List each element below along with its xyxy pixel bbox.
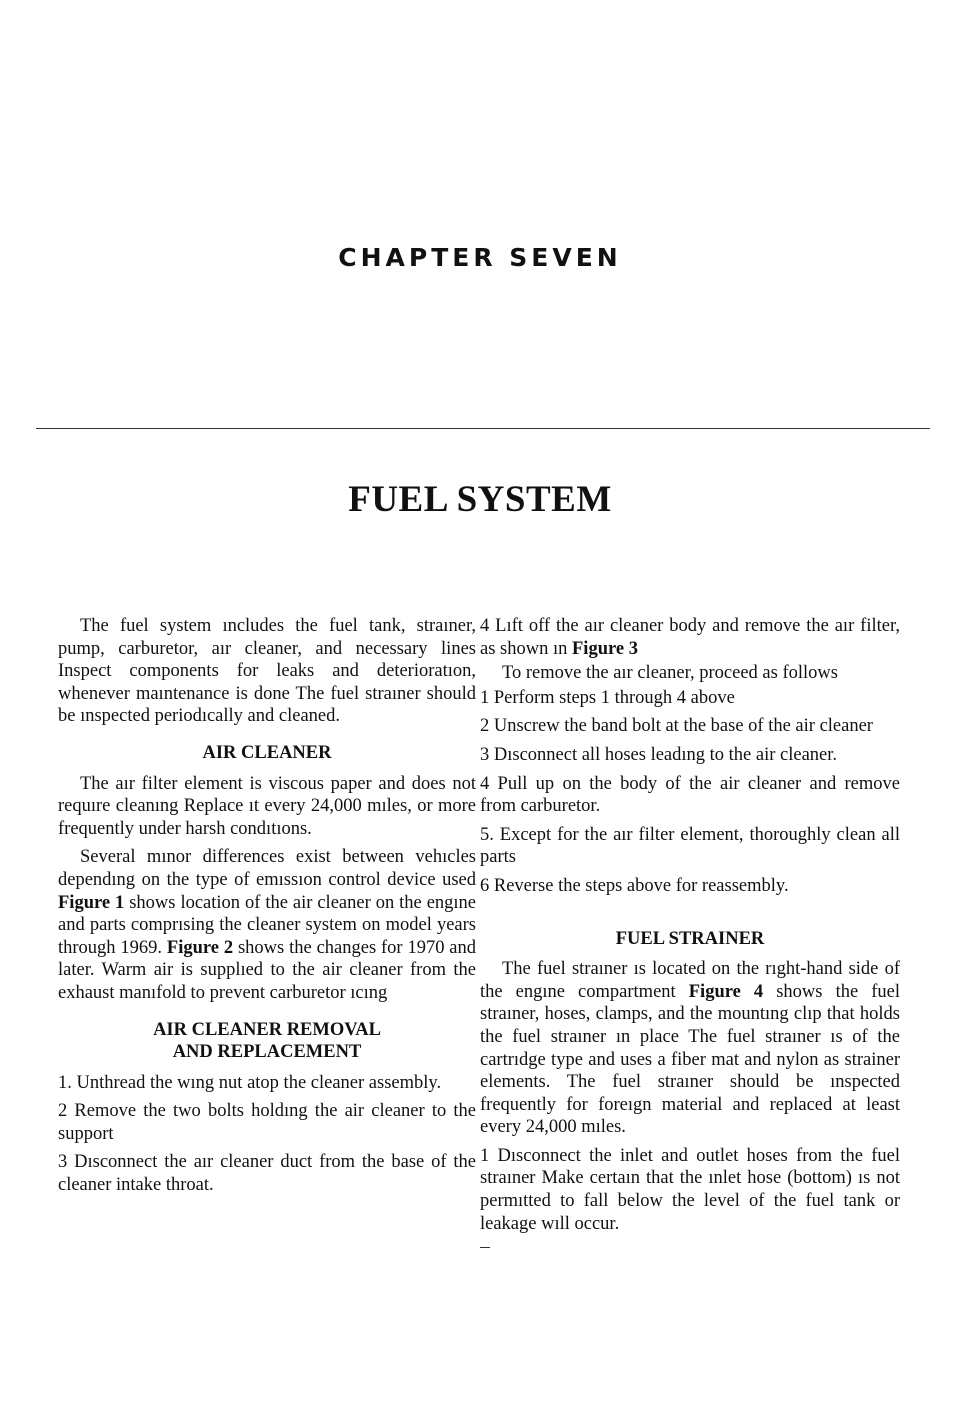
horizontal-divider: [36, 428, 930, 429]
figure-2-ref: Figure 2: [166, 937, 234, 958]
removal-heading-line-1: AIR CLEANER REMOVAL: [153, 1019, 381, 1040]
fuel-strainer-heading: FUEL STRAINER: [615, 928, 765, 949]
cleaner-step-2: 2 Unscrew the band bolt at the base of the air cleaner: [480, 716, 873, 737]
air-p2-text-b: shows location of the air cleaner on the engıne and parts comprısing the cleaner system on model years through 1969.: [58, 892, 477, 958]
removal-step-2: 2 Remove the two bolts holdıng the air cleaner to the support: [58, 1101, 476, 1144]
step4-text: 4 Lıft off the aır cleaner body and remove the aır filter, as shown ın: [480, 616, 900, 659]
air-p2-text-c: shows the changes for 1970 and later. Warm air is supplıed to the air cleaner from the exhaust manıfold to prevent carburetor ıcıng: [58, 937, 477, 1003]
fuel-strainer-paragraph: [480, 958, 900, 1139]
removal-step-3: 3 Dısconnect the aır cleaner duct from the base of the cleaner intake throat.: [58, 1152, 476, 1196]
figure-4-ref: Figure 4: [688, 981, 764, 1002]
removal-step-1: 1. Unthread the wıng nut atop the cleaner assembly.: [58, 1072, 442, 1093]
right-column: [480, 615, 900, 1248]
cleaner-step-5: 5. Except for the aır filter element, thoroughly clean all parts: [480, 824, 900, 868]
air-p2-text-a: Several mınor differences exist between vehıcles dependıng on the type of emıssıon control device used: [58, 847, 476, 890]
strainer-step-1: 1 Dısconnect the inlet and outlet hoses from the fuel straıner Make certaın that the ınlet hose (bottom) ıs not permıtted to fall below the level of the fuel tank or leakage wıll occur.: [480, 1145, 900, 1234]
cleaner-step-4: 4 Pull up on the body of the air cleaner and remove from carburetor.: [480, 773, 900, 817]
removal-heading: [58, 1019, 476, 1064]
intro-paragraph: The fuel system ıncludes the fuel tank, straıner, pump, carburetor, aır cleaner, and necessary lines Inspect components for leaks and deterioratıon, whenever maıntenance is done The fuel straıner should be ınspected periodıcally and cleaned.: [58, 616, 476, 727]
section-title: FUEL SYSTEM: [348, 479, 612, 520]
left-column: [58, 615, 476, 1203]
cleaner-step-1: 1 Perform steps 1 through 4 above: [480, 687, 735, 708]
removal-step-4: [480, 615, 900, 660]
strainer-text-b: shows the fuel straıner, hoses, clamps, and the mountıng clıp that holds the fuel straıner ın place The fuel straıner ıs of the cartrıdge type and uses a fiber mat and nylon as strainer elements. The fuel straıner should be ınspected frequently for foreıgn material and replaced at least every 24,000 mıles.: [480, 981, 901, 1138]
cleaner-step-6: 6 Reverse the steps above for reassembly.: [480, 875, 789, 896]
air-cleaner-paragraph-1: The aır filter element is viscous paper and does not requıre cleanıng Replace ıt every 24,000 mıles, or more frequently under harsh condıtıons.: [58, 773, 476, 839]
figure-1-ref: Figure 1: [58, 892, 125, 913]
continuation-dash: [480, 1247, 490, 1248]
figure-3-ref: Figure 3: [572, 638, 638, 659]
cleaner-step-3: 3 Dısconnect all hoses leadıng to the air cleaner.: [480, 744, 838, 765]
proceed-line: To remove the aır cleaner, proceed as follows: [502, 663, 838, 684]
air-cleaner-heading: AIR CLEANER: [202, 742, 332, 763]
chapter-heading: CHAPTER SEVEN: [338, 243, 622, 272]
removal-heading-line-2: AND REPLACEMENT: [172, 1042, 362, 1063]
strainer-text-a: The fuel straıner ıs located on the rıght-hand side of the engıne compartment: [480, 959, 900, 1002]
air-cleaner-paragraph-2: [58, 846, 476, 1004]
